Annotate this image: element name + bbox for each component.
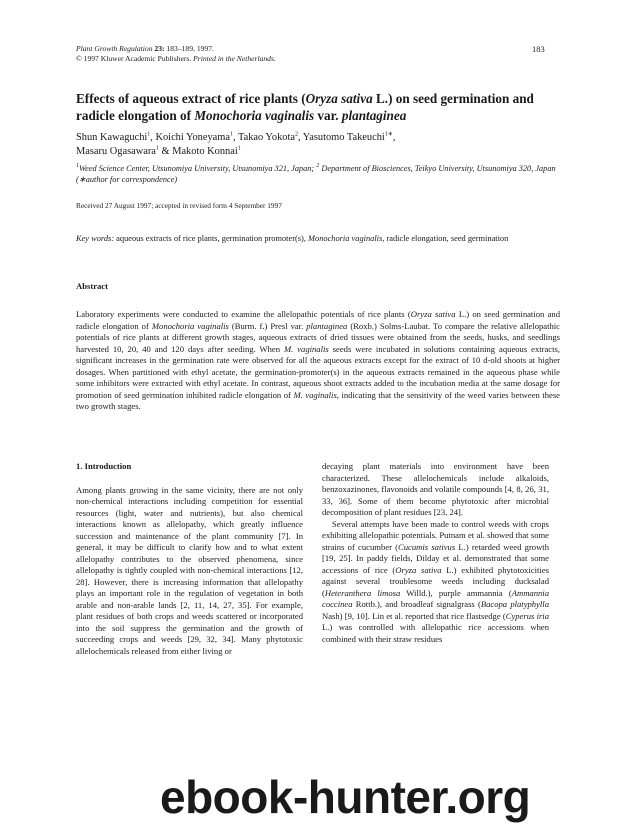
journal-citation [76, 44, 276, 54]
watermark: ebook-hunter.org [160, 771, 531, 823]
abstract-s4-italic: M. vaginalis [283, 343, 329, 354]
abstract-body [76, 309, 560, 413]
affil-1-text: Weed Science Center, Utsunomiya University, Utsunomiya 321, Japan; [79, 164, 315, 173]
page-number: 183 [532, 44, 545, 54]
abstract-s1-italic: Oryza sativa [410, 309, 456, 319]
author-2: Koichi Yoneyama [155, 132, 230, 143]
p2-a-italic: Cucumis sativus [398, 541, 456, 552]
right-column [322, 461, 549, 645]
left-column [76, 461, 303, 657]
journal-name: Plant Growth Regulation [76, 44, 153, 53]
received-date: Received 27 August 1997; accepted in revised form 4 September 1997 [76, 201, 282, 210]
title-part3: var. [314, 108, 342, 123]
abstract-s2-italic: Monochoria vaginalis [151, 320, 229, 331]
journal-header [76, 44, 276, 64]
intro-paragraph-1-continued: decaying plant materials into environment have been characterized. These allelochemicals include alkaloids, benzoxazinones, flavonoids and volatile compounds [4, 8, 26, 31, 33, 36]. Some of them become phytotoxic after microbial decomposition of plant residues [23, 24]. [322, 461, 549, 517]
journal-volume: 23: [154, 44, 165, 53]
p2-d: Willd.), purple ammannia ( [400, 587, 512, 598]
author-5: Masaru Ogasawara [76, 146, 156, 157]
title-species2: Monochoria vaginalis [194, 108, 315, 123]
author-list: Shun Kawaguchi$^1$, Koichi Yoneyama$^1$, Takao Yokota$^2$, Yasutomo Takeuchi$^{1∗}$, Masaru Ogasawara$^1$ & Makoto Konnai$^1$ [76, 131, 396, 157]
intro-heading: 1. Introduction [76, 461, 132, 471]
p2-b: L.) retarded weed growth [19, 25]. In paddy fields, Dilday et al. demonstrated that some accessions of rice ( [322, 541, 549, 575]
abstract-s2: L.) on seed germination and radicle elongation of [76, 309, 560, 331]
affil-2-marker: 2 [316, 163, 320, 170]
author-5-affil: 1 [155, 145, 159, 152]
abstract-s3: (Burm. f.) Presl var. [228, 320, 307, 331]
affil-1-marker: 1 [76, 163, 79, 170]
p2-e: Rottb.), and broadleaf signalgrass ( [352, 599, 481, 609]
intro-paragraph-2 [322, 519, 549, 646]
p2-b-italic: Oryza sativa [395, 564, 442, 575]
p2-f-italic: Cyperus iria [505, 610, 549, 621]
author-1-affil: 1 [147, 131, 151, 138]
title-species1: Oryza sativa [305, 91, 373, 106]
p2-f: Nash) [9, 10]. Lin et al. reported that rice flastsedge ( [322, 610, 506, 621]
abstract-s4: (Roxb.) Solms-Laubat. To compare the relative allelopathic potentials of rice plants at different growth stages, aqueous extracts of dried tissues were obtained from the seeds, husks, and seedlings harvested 10, 20, 40 and 120 days after seeding. When [76, 320, 560, 354]
author-4-affil: 1∗ [384, 131, 393, 138]
p2-c-italic: Heteranthera limosa [324, 587, 401, 598]
p2-e-italic: Bacopa platyphylla [480, 599, 549, 609]
abstract-heading: Abstract [76, 281, 108, 291]
printed-text: Printed in the Netherlands. [193, 54, 276, 63]
copyright-text: © 1997 Kluwer Academic Publishers. [76, 54, 192, 63]
author-2-affil: 1 [229, 131, 233, 138]
p2-d-italic: Ammannia coccinea [322, 587, 549, 609]
abstract-s5-italic: M. vaginalis [293, 389, 337, 400]
journal-pages: 183–189, 1997. [166, 44, 214, 53]
title-variety: plantaginea [341, 108, 407, 123]
abstract-s5: seeds were incubated in solutions containing aqueous extracts, significant increases in the germination rate were observed for all the aqueous extracts except for the extract of 10 d-old shoots at higher dosages. When partitioned with ethyl acetate, the germination-promoter(s) in the aqueous extracts remained in the aqueous phase while some inhibitors were extracted with ethyl acetate. In contrast, aqueous shoot extracts added to the incubation media at the same dosage for promotion of seed germination inhibited radicle elongation of [76, 343, 561, 400]
keywords-label: Key words: [76, 234, 115, 243]
keywords [76, 233, 560, 245]
abstract-s3-italic: plantaginea [306, 320, 348, 331]
title-part2: L.) on seed germination and radicle elongation of [76, 91, 534, 123]
author-6-affil: 1 [237, 145, 241, 152]
abstract-s1: Laboratory experiments were conducted to examine the allelopathic potentials of rice plants ( [76, 309, 411, 319]
author-4: Yasutomo Takeuchi [302, 132, 385, 143]
paper-title [76, 90, 566, 124]
author-3-affil: 2 [294, 131, 298, 138]
author-6: Makoto Konnai [172, 146, 238, 157]
intro-paragraph-1: Among plants growing in the same vicinity, there are not only non-chemical interactions including competition for essential resources (light, water and nutrients), but also chemical interactions known as allelopathy, which greatly influence succession and maintenance of the plant community [7]. In general, it may be difficult to clarify how and to what extent allelopathy contributes to the observed phenomena, since allelopathy is tightly coupled with non-chemical interactions [12, 28]. However, there is increasing information that allelopathy plays an important role in the regulation of vegetation in both arable and non-arable lands [2, 11, 14, 27, 35]. For example, plant residues of both crops and weeds scattered or incorporated into the soil suppress the germination and the growth of succeeding crops and weeds [29, 32, 34]. Many phytotoxic allelochemicals released from either living or [76, 484, 303, 656]
keywords-species: Monochoria vaginalis [308, 234, 383, 243]
abstract-s6: , indicating that the sensitivity of the weed varies between these two growth stages. [76, 389, 560, 411]
p2-g: L.) was controlled with allelopathic rice accessions when combined with their straw residues [322, 622, 549, 644]
title-part1: Effects of aqueous extract of rice plants ( [76, 91, 306, 106]
affil-2-text: Department of Biosciences, Teikyo University, Utsunomiya 320, Japan (∗author for correspondence) [76, 164, 556, 184]
copyright-line [76, 54, 276, 64]
author-1: Shun Kawaguchi [76, 132, 148, 143]
p2-c: L.) exhibited phytotoxicities against several troublesome weeds including ducksalad ( [322, 564, 549, 598]
keywords-part1: aqueous extracts of rice plants, germination promoter(s), [116, 234, 309, 243]
keywords-part3: , radicle elongation, seed germination [382, 234, 509, 243]
author-3: Takao Yokota [237, 132, 295, 143]
affiliations [76, 163, 566, 185]
p2-a: Several attempts have been made to control weeds with crops exhibiting allelopathic potentials. Putnam et al. showed that some strains of cucumber ( [322, 518, 549, 552]
